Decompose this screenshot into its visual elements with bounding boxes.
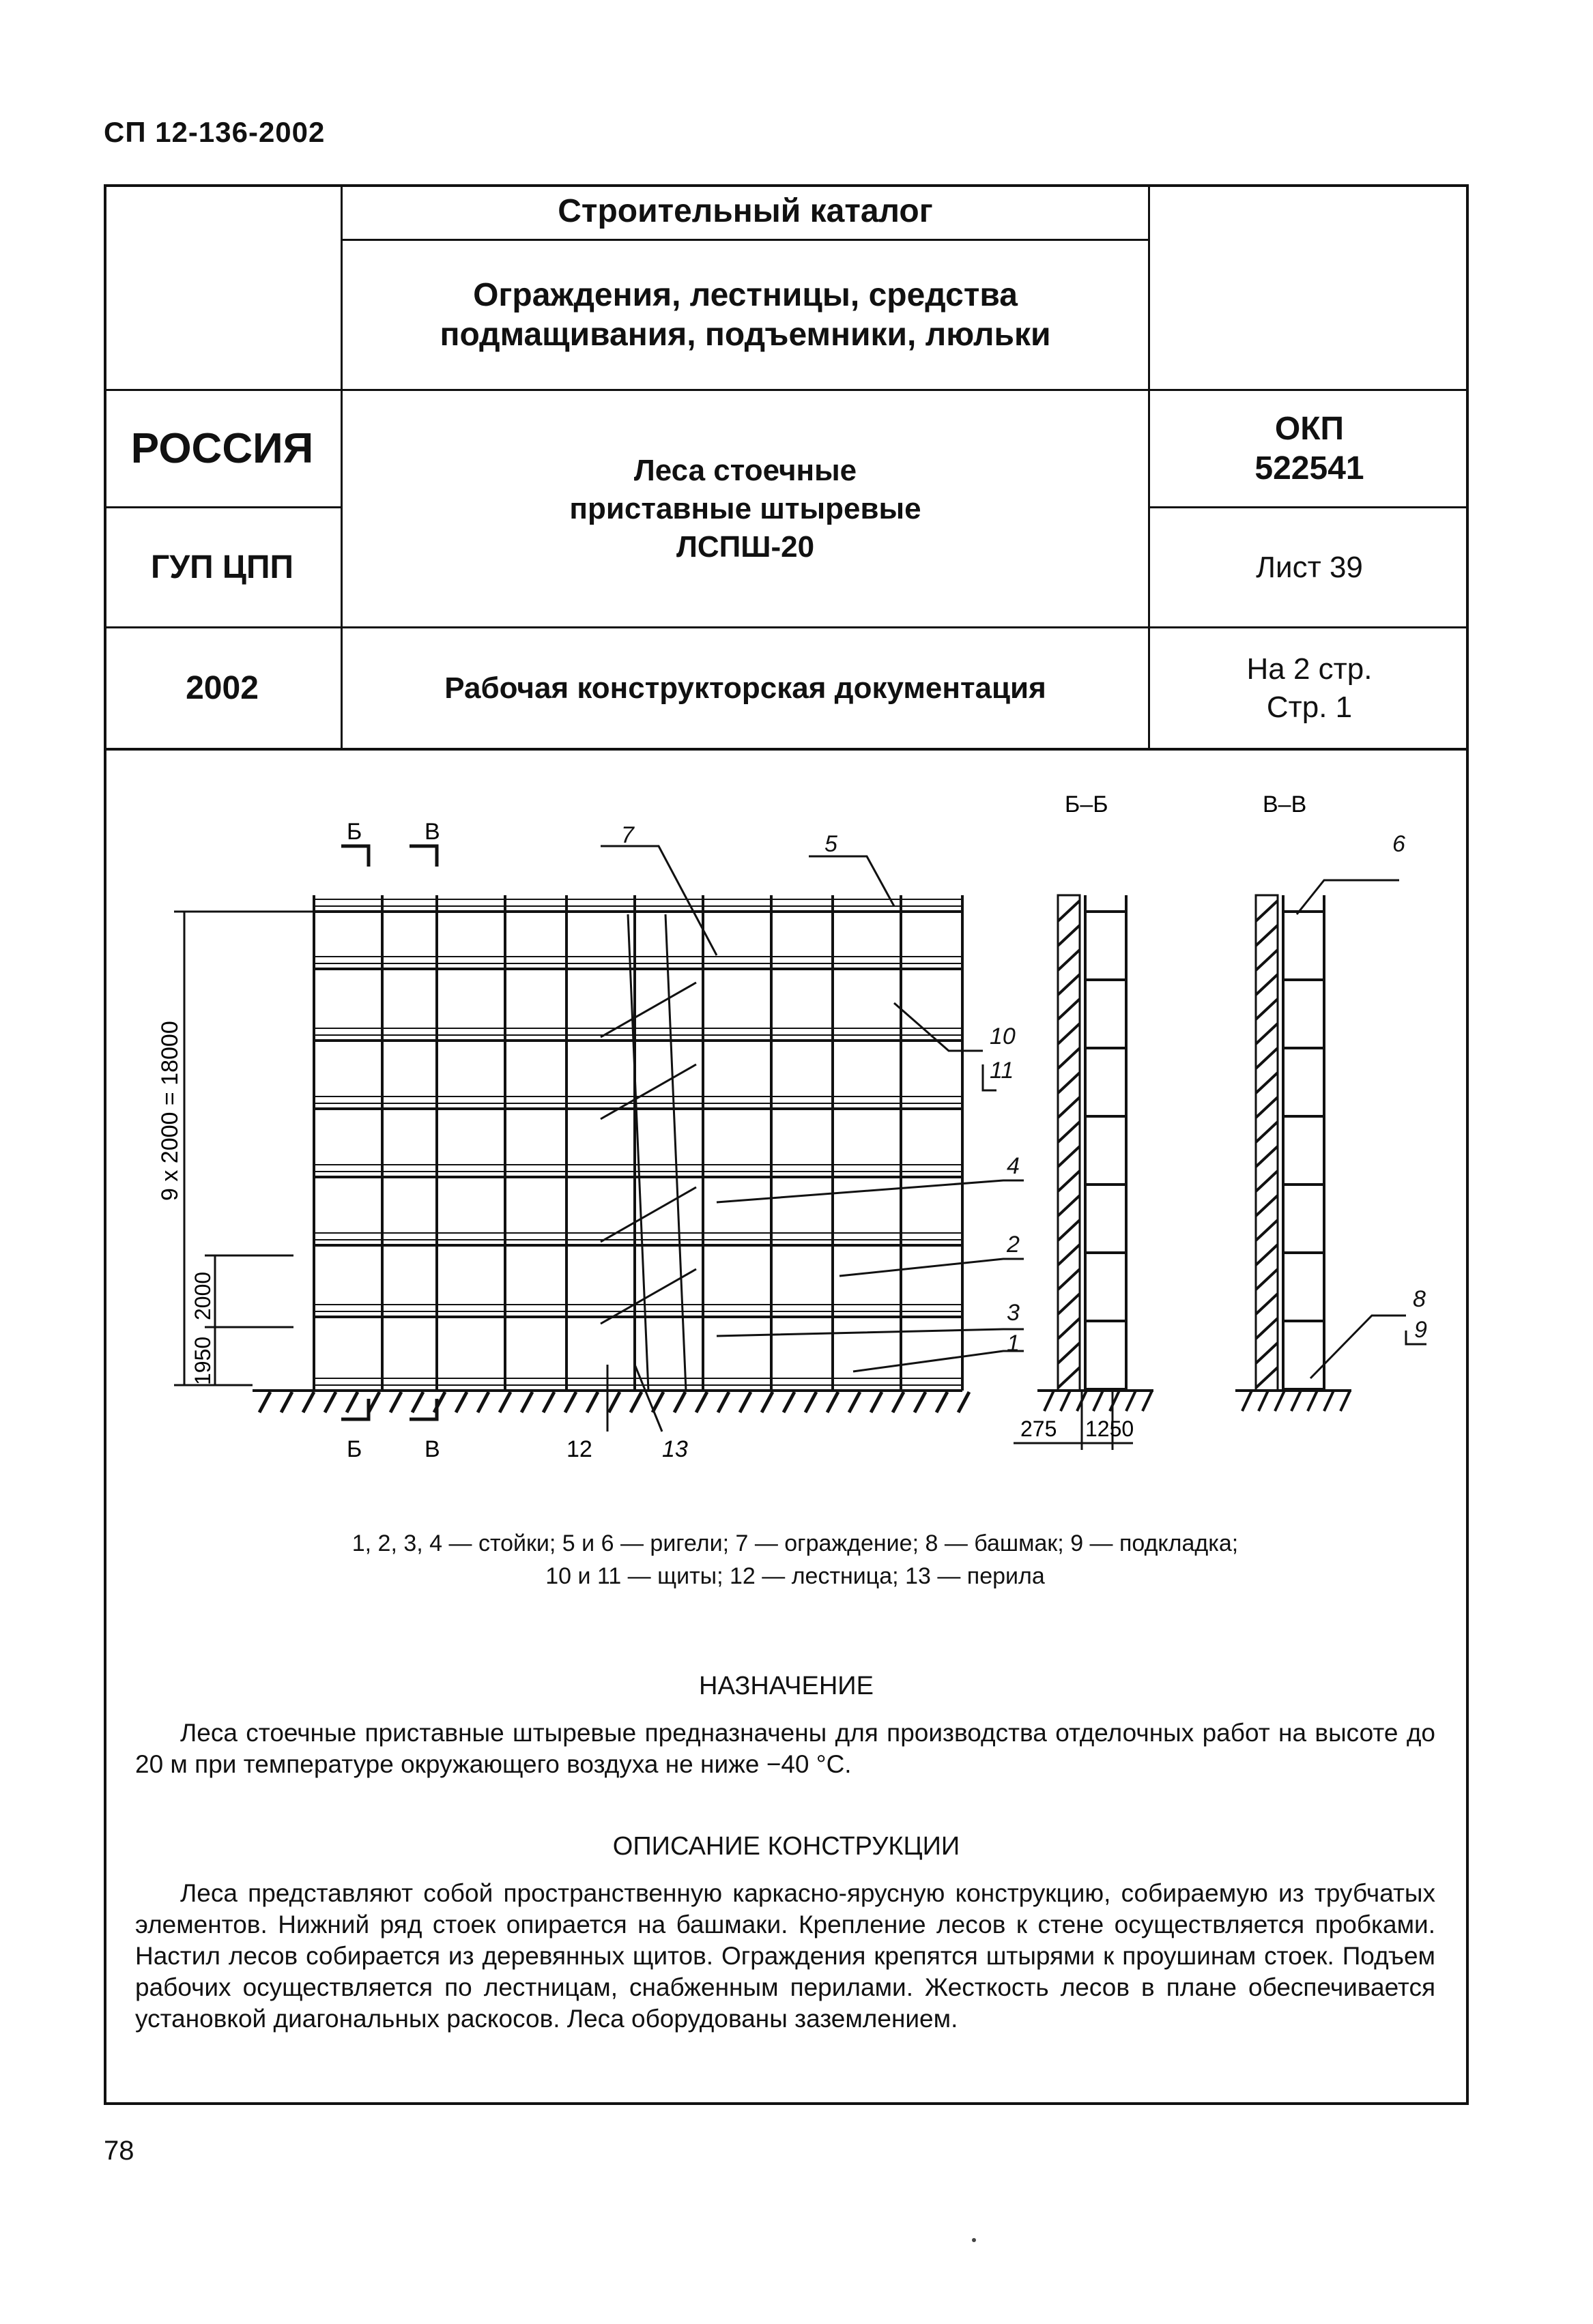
ground-hatch bbox=[1093, 1391, 1103, 1411]
ground-hatch bbox=[718, 1392, 729, 1412]
purpose-title: НАЗНАЧЕНИЕ bbox=[699, 1672, 874, 1700]
tier-height-dim: 2000 bbox=[190, 1271, 215, 1320]
wall-hatch bbox=[1058, 1318, 1080, 1339]
ground-hatch bbox=[281, 1392, 292, 1412]
wall-hatch bbox=[1256, 950, 1278, 970]
wall bbox=[1058, 895, 1080, 1391]
ground-hatch bbox=[412, 1392, 423, 1412]
ground-hatch bbox=[696, 1392, 707, 1412]
callout-4: 4 bbox=[1007, 1153, 1020, 1179]
wall-hatch bbox=[1058, 974, 1080, 995]
ground-hatch bbox=[631, 1392, 642, 1412]
wall-hatch bbox=[1058, 1097, 1080, 1118]
callout-3: 3 bbox=[1007, 1300, 1020, 1326]
wall-hatch bbox=[1058, 1294, 1080, 1314]
country-label: РОССИЯ bbox=[130, 425, 314, 472]
wall-hatch bbox=[1256, 1195, 1278, 1216]
description-text: Леса представляют собой пространственную каркасно-ярусную конструкцию, собираемую из трубчатых элементов. Нижний ряд стоек опирается на башмаки. Крепление лесов к стене осуществляется пробками. Настил лесов собирается из деревянных щитов. Ограждения крепятся штырями к проушинам стоек. Подъем рабочих осуществляется по лестницам, снабженным перилами. Жесткость лесов в плане обеспечивается установкой диагональных раскосов. Леса оборудованы заземлением. bbox=[135, 1879, 1435, 2033]
ground-hatch bbox=[259, 1392, 270, 1412]
section-bb-view bbox=[1037, 895, 1153, 1411]
ground-hatch bbox=[587, 1392, 598, 1412]
callout-12: 12 bbox=[566, 1436, 592, 1462]
product-title bbox=[343, 391, 1148, 626]
cut-v-top: В bbox=[425, 819, 440, 845]
frame-width-dim: 1250 bbox=[1085, 1417, 1134, 1441]
ground-hatch bbox=[1291, 1391, 1301, 1411]
title-block bbox=[104, 184, 1469, 751]
purpose-text: Леса стоечные приставные штыревые предназначены для производства отделочных работ на высоте до 20 м при температуре окружающего воздуха не ниже −40 °С. bbox=[135, 1719, 1435, 1778]
product-title-line3: ЛСПШ-20 bbox=[676, 529, 815, 564]
wall-hatch bbox=[1256, 1171, 1278, 1191]
wall-hatch bbox=[1058, 1146, 1080, 1167]
ground-hatch bbox=[958, 1392, 969, 1412]
ground-hatch bbox=[456, 1392, 467, 1412]
ground-hatch bbox=[936, 1392, 947, 1412]
description-title: ОПИСАНИЕ КОНСТРУКЦИИ bbox=[612, 1832, 960, 1861]
wall-hatch bbox=[1058, 1073, 1080, 1093]
legend-caption bbox=[205, 1527, 1386, 1593]
wall-hatch bbox=[1256, 1048, 1278, 1069]
ground-hatch bbox=[762, 1392, 773, 1412]
ground-hatch bbox=[565, 1392, 576, 1412]
overall-height-dim: 9 x 2000 = 18000 bbox=[157, 1021, 183, 1201]
section-bb-title: Б–Б bbox=[1065, 791, 1108, 817]
wall-hatch bbox=[1058, 925, 1080, 946]
wall-hatch bbox=[1256, 901, 1278, 921]
ground-hatch bbox=[1324, 1391, 1334, 1411]
wall-hatch bbox=[1058, 950, 1080, 970]
ground-hatch bbox=[325, 1392, 336, 1412]
okp-label: ОКП bbox=[1274, 410, 1345, 447]
ground-hatch bbox=[827, 1392, 838, 1412]
catalog-title: Строительный каталог bbox=[558, 193, 933, 229]
ground-hatch bbox=[805, 1392, 816, 1412]
callout-5: 5 bbox=[824, 831, 837, 857]
ground-hatch bbox=[893, 1392, 904, 1412]
pages-total: На 2 стр. bbox=[1246, 652, 1373, 686]
ground-hatch bbox=[1340, 1391, 1350, 1411]
ground-hatch bbox=[652, 1392, 663, 1412]
page-number: 78 bbox=[104, 2136, 134, 2166]
ground-hatch bbox=[609, 1392, 620, 1412]
ladder bbox=[601, 914, 696, 1391]
callout-13: 13 bbox=[662, 1436, 688, 1462]
ground-hatch bbox=[1110, 1391, 1119, 1411]
ground-hatch bbox=[740, 1392, 751, 1412]
ground-hatch bbox=[1242, 1391, 1252, 1411]
wall-hatch bbox=[1256, 1097, 1278, 1118]
year-label: 2002 bbox=[186, 669, 259, 706]
ground-hatch bbox=[1044, 1391, 1054, 1411]
wall-hatch bbox=[1256, 1343, 1278, 1363]
first-tier-dim: 1950 bbox=[190, 1336, 215, 1385]
wall bbox=[1256, 895, 1278, 1391]
wall-hatch bbox=[1058, 1220, 1080, 1240]
ground-hatch bbox=[390, 1392, 401, 1412]
ground-hatch bbox=[1126, 1391, 1136, 1411]
callout-6: 6 bbox=[1392, 831, 1405, 857]
wall-hatch bbox=[1256, 1245, 1278, 1265]
wall-hatch bbox=[1256, 1294, 1278, 1314]
cut-b-top: Б bbox=[347, 819, 362, 845]
wall-gap-dim: 275 bbox=[1020, 1417, 1057, 1441]
legend-line-1: 1, 2, 3, 4 — стойки; 5 и 6 — ригели; 7 — ограждение; 8 — башмак; 9 — подкладка; bbox=[351, 1530, 1239, 1556]
callout-11: 11 bbox=[990, 1058, 1014, 1084]
ground-hatch bbox=[347, 1392, 358, 1412]
wall-hatch bbox=[1058, 1195, 1080, 1216]
callout-9: 9 bbox=[1414, 1317, 1427, 1343]
ground-hatch bbox=[1308, 1391, 1317, 1411]
wall-hatch bbox=[1256, 999, 1278, 1019]
page-current: Стр. 1 bbox=[1266, 690, 1353, 724]
product-title-line1: Леса стоечные bbox=[633, 453, 857, 487]
callout-7: 7 bbox=[621, 822, 634, 848]
cut-v-bottom: В bbox=[425, 1436, 440, 1462]
ground-hatch bbox=[674, 1392, 685, 1412]
section-vv-title: В–В bbox=[1263, 791, 1307, 817]
ground-hatch bbox=[1061, 1391, 1070, 1411]
cut-marks bbox=[341, 846, 437, 1419]
sheet-number: Лист 39 bbox=[1256, 550, 1363, 584]
wall-hatch bbox=[1058, 1343, 1080, 1363]
legend-line-2: 10 и 11 — щиты; 12 — лестница; 13 — перила bbox=[545, 1563, 1045, 1589]
ground-hatch bbox=[915, 1392, 925, 1412]
scaffold-drawing bbox=[157, 778, 1440, 1494]
callout-8: 8 bbox=[1413, 1286, 1426, 1312]
wall-hatch bbox=[1058, 1269, 1080, 1290]
wall-hatch bbox=[1256, 1269, 1278, 1290]
ground-hatch bbox=[303, 1392, 314, 1412]
ground-hatch bbox=[849, 1392, 860, 1412]
wall-hatch bbox=[1256, 1318, 1278, 1339]
okp-block bbox=[1150, 391, 1469, 506]
wall-hatch bbox=[1058, 999, 1080, 1019]
scan-speck bbox=[972, 2238, 976, 2242]
wall-hatch bbox=[1256, 974, 1278, 995]
pages-info bbox=[1150, 628, 1469, 748]
ground-hatch bbox=[500, 1392, 511, 1412]
wall-hatch bbox=[1256, 1220, 1278, 1240]
callout-10: 10 bbox=[990, 1023, 1016, 1049]
document-code: СП 12-136-2002 bbox=[104, 116, 326, 148]
callout-2: 2 bbox=[1007, 1232, 1020, 1258]
wall-hatch bbox=[1058, 1245, 1080, 1265]
organization-label: ГУП ЦПП bbox=[151, 549, 293, 585]
document-type: Рабочая конструкторская документация bbox=[444, 671, 1046, 705]
wall-hatch bbox=[1058, 1367, 1080, 1388]
ground-hatch bbox=[1143, 1391, 1152, 1411]
ground-hatch bbox=[478, 1392, 489, 1412]
product-title-line2: приставные штыревые bbox=[569, 491, 921, 525]
ground-hatch bbox=[1259, 1391, 1268, 1411]
ground-hatch bbox=[1275, 1391, 1285, 1411]
ground-hatch bbox=[521, 1392, 532, 1412]
wall-hatch bbox=[1058, 1122, 1080, 1142]
wall-hatch bbox=[1256, 1073, 1278, 1093]
wall-hatch bbox=[1256, 1367, 1278, 1388]
callout-1: 1 bbox=[1007, 1331, 1020, 1356]
wall-hatch bbox=[1058, 1023, 1080, 1044]
wall-hatch bbox=[1058, 1171, 1080, 1191]
wall-hatch bbox=[1058, 901, 1080, 921]
okp-code: 522541 bbox=[1254, 450, 1364, 486]
wall-hatch bbox=[1256, 1122, 1278, 1142]
section-title: Ограждения, лестницы, средства подмащивания, подъемники, люльки bbox=[440, 276, 1051, 353]
section-vv-view bbox=[1235, 895, 1351, 1411]
ground-hatch bbox=[784, 1392, 794, 1412]
ground-hatch bbox=[543, 1392, 554, 1412]
wall-hatch bbox=[1256, 1146, 1278, 1167]
cut-b-bottom: Б bbox=[347, 1436, 362, 1462]
wall-hatch bbox=[1256, 1023, 1278, 1044]
wall-hatch bbox=[1256, 925, 1278, 946]
ground-hatch bbox=[871, 1392, 882, 1412]
wall-hatch bbox=[1058, 1048, 1080, 1069]
